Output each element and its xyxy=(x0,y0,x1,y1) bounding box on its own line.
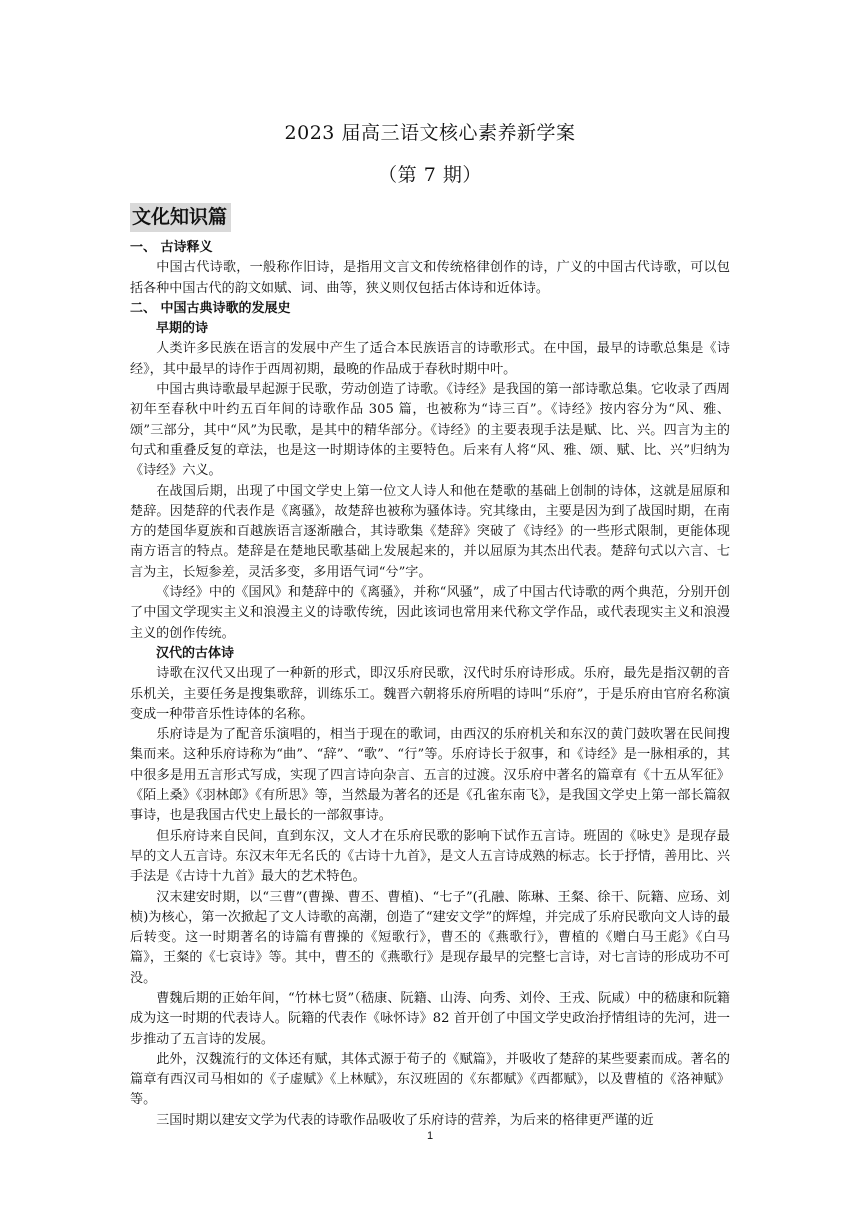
paragraph: 《诗经》中的《国风》和楚辞中的《离骚》，并称“风骚”，成了中国古代诗歌的两个典范，分别开创了中国文学现实主义和浪漫主义的诗歌传统，因此该词也常用来代称文学作品，或代表现实主义和浪漫主义的创作传统。 xyxy=(130,585,730,641)
paragraph: 此外，汉魏流行的文体还有赋，其体式源于荀子的《赋篇》，并吸收了楚辞的某些要素而成。著名的篇章有西汉司马相如的《子虚赋》《上林赋》，东汉班固的《东都赋》《西都赋》，以及曹植的《洛神赋》等。 xyxy=(130,1051,730,1108)
paragraph: 曹魏后期的正始年间，“竹林七贤”（嵇康、阮籍、山涛、向秀、刘伶、王戎、阮咸）中的嵇康和阮籍成为这一时期的代表诗人。阮籍的代表作《咏怀诗》82 首开创了中国文学史政治抒情组诗的先河，进一步推动了五言诗的发展。 xyxy=(130,990,730,1047)
subheading-han-poetry: 汉代的古体诗 xyxy=(156,645,235,661)
page-number: 1 xyxy=(426,1130,434,1142)
paragraph: 诗歌在汉代又出现了一种新的形式，即汉乐府民歌，汉代时乐府诗形成。乐府，最先是指汉朝的音乐机关，主要任务是搜集歌辞，训练乐工。魏晋六朝将乐府所唱的诗叫“乐府”，于是乐府由官府名称演变成一种带音乐性诗体的名称。 xyxy=(130,666,730,722)
issue-number: （第 7 期） xyxy=(378,164,482,186)
article-body xyxy=(130,238,730,1131)
paragraph: 但乐府诗来自民间，直到东汉，文人才在乐府民歌的影响下试作五言诗。班固的《咏史》是现存最早的文人五言诗。东汉末年无名氏的《古诗十九首》，是文人五言诗成熟的标志。长于抒情，善用比、兴手法是《古诗十九首》最大的艺术特色。 xyxy=(130,828,730,885)
paragraph: 人类许多民族在语言的发展中产生了适合本民族语言的诗歌形式。在中国，最早的诗歌总集是《诗经》，其中最早的诗作于西周初期，最晚的作品成于春秋时期中叶。 xyxy=(130,341,730,377)
paragraph: 三国时期以建安文学为代表的诗歌作品吸收了乐府诗的营养，为后来的格律更严谨的近 xyxy=(156,1112,654,1128)
paragraph: 汉末建安时期，以“三曹”(曹操、曹丕、曹植)、“七子”(孔融、陈琳、王粲、徐干、阮籍、应玚、刘桢)为核心，第一次掀起了文人诗歌的高潮，创造了“建安文学”的辉煌，并完成了乐府民歌向文人诗的最后转变。这一时期著名的诗篇有曹操的《短歌行》，曹丕的《燕歌行》，曹植的《赠白马王彪》《白马篇》，王粲的《七哀诗》等。其中，曹丕的《燕歌行》是现存最早的完整七言诗，对七言诗的形成功不可没。 xyxy=(130,889,730,986)
section-heading: 文化知识篇 xyxy=(130,203,231,232)
paragraph: 在战国后期，出现了中国文学史上第一位文人诗人和他在楚歌的基础上创制的诗体，这就是屈原和楚辞。因楚辞的代表作是《离骚》，故楚辞也被称为骚体诗。究其缘由，主要是因为到了战国时期，在南方的楚国华夏族和百越族语言逐渐融合，其诗歌集《楚辞》突破了《诗经》的一些形式限制，更能体现南方语言的特点。楚辞是在楚地民歌基础上发展起来的，并以屈原为其杰出代表。楚辞句式以六言、七言为主，长短参差，灵活多变，多用语气词“兮”字。 xyxy=(130,483,730,580)
paragraph: 乐府诗是为了配音乐演唱的，相当于现在的歌词，由西汉的乐府机关和东汉的黄门鼓吹署在民间搜集而来。这种乐府诗称为“曲”、“辞”、“歌”、“行”等。乐府诗长于叙事，和《诗经》是一脉相承的，其中很多是用五言形式写成，实现了四言诗向杂言、五言的过渡。汉乐府中著名的篇章有《十五从军征》《陌上桑》《羽林郎》《有所思》等，当然最为著名的还是《孔雀东南飞》，是我国文学史上第一部长篇叙事诗，也是我国古代史上最长的一部叙事诗。 xyxy=(130,727,730,824)
document-title: 2023 届高三语文核心素养新学案 xyxy=(284,122,576,144)
paragraph: 中国古典诗歌最早起源于民歌，劳动创造了诗歌。《诗经》是我国的第一部诗歌总集。它收录了西周初年至春秋中叶约五百年间的诗歌作品 305 篇，也被称为“诗三百”。《诗经》按内容分为“风、雅、颂”三部分，其中“风”为民歌，是其中的精华部分。《诗经》的主要表现手法是赋、比、兴。四言为主的句式和重叠反复的章法，也是这一时期诗体的主要特色。后来有人将“风、雅、颂、赋、比、兴”归纳为《诗经》六义。 xyxy=(130,382,730,479)
paragraph: 中国古代诗歌，一般称作旧诗，是指用文言文和传统格律创作的诗，广义的中国古代诗歌，可以包括各种中国古代的韵文如赋、词、曲等，狭义则仅包括古体诗和近体诗。 xyxy=(130,260,730,296)
heading-ancient-poetry-definition: 一、 古诗释义 xyxy=(130,240,213,255)
subheading-early-poetry: 早期的诗 xyxy=(156,321,209,337)
heading-poetry-history: 二、 中国古典诗歌的发展史 xyxy=(130,300,291,316)
